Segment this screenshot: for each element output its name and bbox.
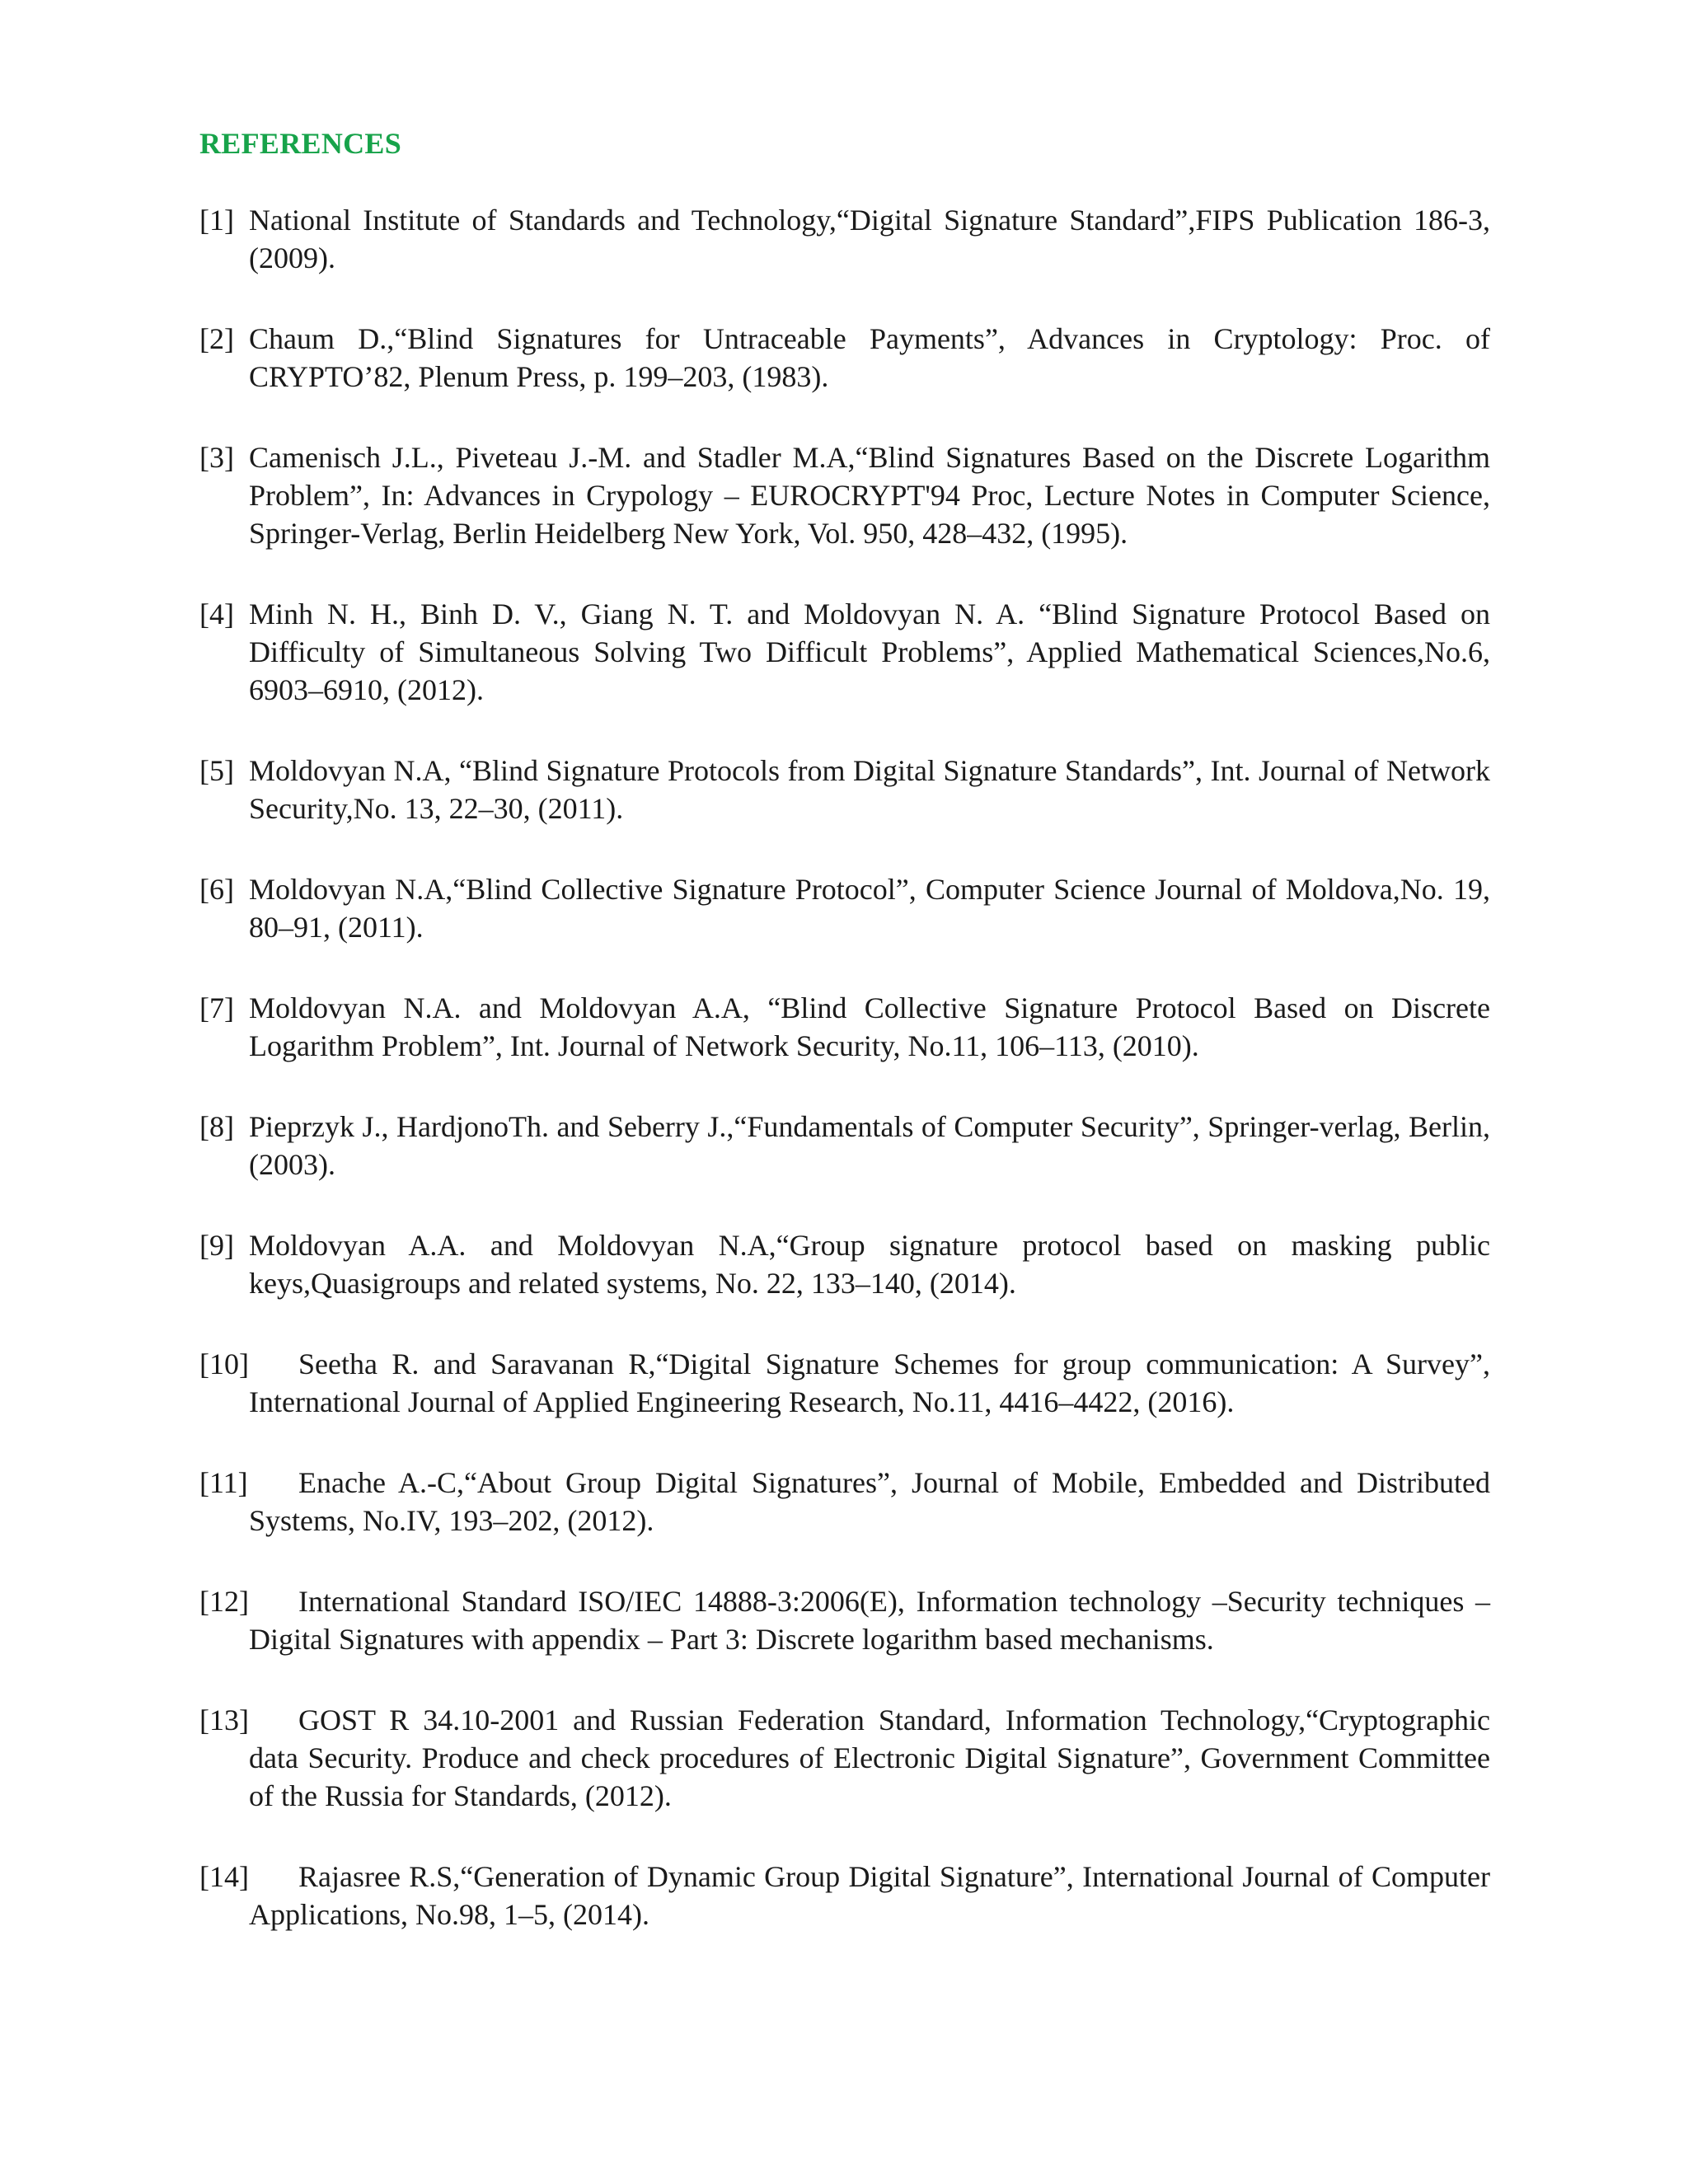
reference-text: Camenisch J.L., Piveteau J.-M. and Stadler M.A,“Blind Signatures Based on the Discrete Logarithm Problem”, In: Advances in Crypology – EUROCRYPT'94 Proc, Lecture Notes in Computer Science, Springer-Verlag, Berlin Heidelberg New York, Vol. 950, 428–432, (1995). bbox=[249, 441, 1490, 550]
reference-item bbox=[199, 1226, 1490, 1302]
reference-item bbox=[199, 320, 1490, 396]
reference-item bbox=[199, 989, 1490, 1065]
reference-text: Moldovyan N.A,“Blind Collective Signature Protocol”, Computer Science Journal of Moldova,No. 19, 80–91, (2011). bbox=[249, 873, 1490, 944]
reference-item bbox=[199, 201, 1490, 277]
reference-item bbox=[199, 1582, 1490, 1658]
reference-item bbox=[199, 1858, 1490, 1933]
reference-number: [1] bbox=[199, 204, 234, 237]
reference-number: [2] bbox=[199, 322, 234, 355]
reference-item bbox=[199, 752, 1490, 827]
reference-text: GOST R 34.10-2001 and Russian Federation Standard, Information Technology,“Cryptographic data Security. Produce and check procedures of Electronic Digital Signature”, Government Committee of the Russia for Standards, (2012). bbox=[249, 1704, 1490, 1812]
reference-text: Chaum D.,“Blind Signatures for Untraceable Payments”, Advances in Cryptology: Proc. of CRYPTO’82, Plenum Press, p. 199–203, (1983). bbox=[249, 322, 1490, 393]
reference-item bbox=[199, 1701, 1490, 1815]
reference-number: [3] bbox=[199, 441, 234, 474]
reference-number: [10] bbox=[199, 1347, 249, 1380]
reference-text: Seetha R. and Saravanan R,“Digital Signature Schemes for group communication: A Survey”, International Journal of Applied Engineering Research, No.11, 4416–4422, (2016). bbox=[249, 1347, 1490, 1418]
reference-item bbox=[199, 1464, 1490, 1540]
reference-number: [6] bbox=[199, 873, 234, 906]
reference-text: International Standard ISO/IEC 14888-3:2006(E), Information technology –Security techniques – Digital Signatures with appendix – Part 3: Discrete logarithm based mechanisms. bbox=[249, 1585, 1490, 1656]
reference-number: [7] bbox=[199, 991, 234, 1024]
references-page bbox=[199, 124, 1490, 1976]
references-heading: REFERENCES bbox=[199, 127, 402, 160]
reference-text: Moldovyan N.A. and Moldovyan A.A, “Blind Collective Signature Protocol Based on Discrete Logarithm Problem”, Int. Journal of Network Security, No.11, 106–113, (2010). bbox=[249, 991, 1490, 1062]
reference-item bbox=[199, 1108, 1490, 1183]
reference-item bbox=[199, 1345, 1490, 1421]
reference-text: Moldovyan A.A. and Moldovyan N.A,“Group signature protocol based on masking public keys,Quasigroups and related systems, No. 22, 133–140, (2014). bbox=[249, 1229, 1490, 1300]
reference-text: National Institute of Standards and Technology,“Digital Signature Standard”,FIPS Publication 186-3, (2009). bbox=[249, 204, 1490, 274]
reference-number: [9] bbox=[199, 1229, 234, 1262]
reference-number: [12] bbox=[199, 1585, 249, 1618]
reference-number: [14] bbox=[199, 1860, 249, 1893]
reference-number: [5] bbox=[199, 754, 234, 787]
reference-number: [8] bbox=[199, 1110, 234, 1143]
reference-text: Moldovyan N.A, “Blind Signature Protocols from Digital Signature Standards”, Int. Journal of Network Security,No. 13, 22–30, (2011). bbox=[249, 754, 1490, 825]
reference-number: [11] bbox=[199, 1466, 248, 1499]
reference-item bbox=[199, 438, 1490, 552]
reference-text: Pieprzyk J., HardjonoTh. and Seberry J.,“Fundamentals of Computer Security”, Springer-verlag, Berlin, (2003). bbox=[249, 1110, 1490, 1181]
reference-list bbox=[199, 201, 1490, 1933]
reference-item bbox=[199, 595, 1490, 709]
reference-number: [4] bbox=[199, 598, 234, 630]
reference-text: Rajasree R.S,“Generation of Dynamic Group Digital Signature”, International Journal of Computer Applications, No.98, 1–5, (2014). bbox=[249, 1860, 1490, 1931]
reference-item bbox=[199, 870, 1490, 946]
reference-number: [13] bbox=[199, 1704, 249, 1736]
reference-text: Minh N. H., Binh D. V., Giang N. T. and Moldovyan N. A. “Blind Signature Protocol Based on Difficulty of Simultaneous Solving Two Difficult Problems”, Applied Mathematical Sciences,No.6, 6903–6910, (2012). bbox=[249, 598, 1490, 706]
reference-text: Enache A.-C,“About Group Digital Signatures”, Journal of Mobile, Embedded and Distributed Systems, No.IV, 193–202, (2012). bbox=[249, 1466, 1490, 1537]
